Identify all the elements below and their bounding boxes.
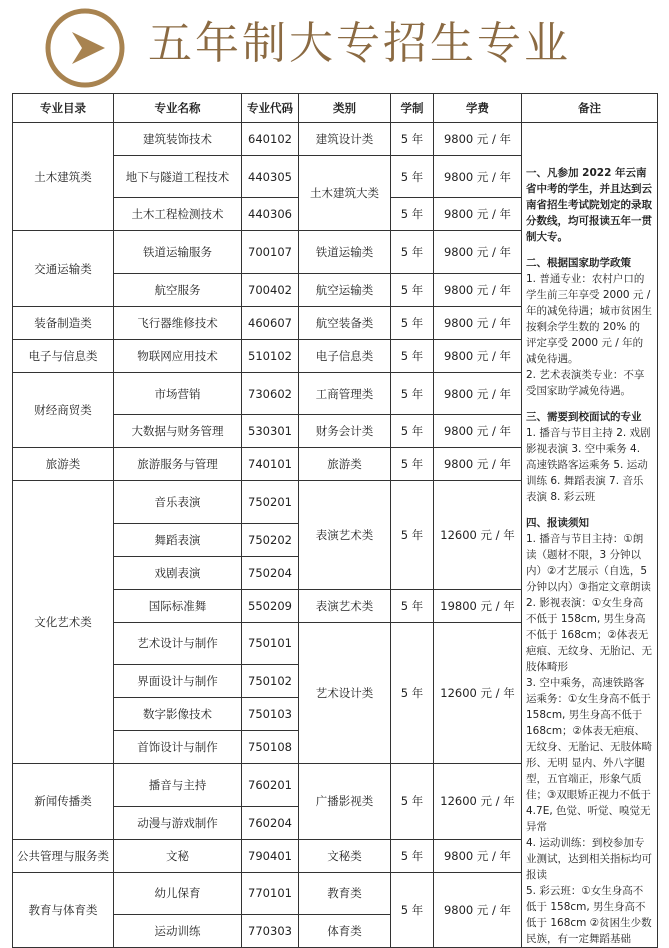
category-cell: 广播影视类 [299, 764, 391, 839]
duration-cell: 5 年 [391, 231, 434, 273]
major-name: 幼儿保育 [114, 872, 242, 914]
fee-cell: 9800 元 / 年 [434, 306, 522, 339]
major-code: 750204 [242, 556, 299, 589]
major-code: 530301 [242, 415, 299, 448]
notes-line: 4. 运动训练：到校参加专业测试，达到相关指标均可报读 [526, 837, 652, 881]
major-code: 750202 [242, 523, 299, 556]
duration-cell: 5 年 [391, 273, 434, 306]
notes-line: 1. 播音与节目主持：①朗读（题材不限，3 分钟以内）②才艺展示（自选，5 分钟以内）③指定文章朗读 [526, 533, 651, 593]
duration-cell: 5 年 [391, 372, 434, 414]
major-name: 大数据与财务管理 [114, 415, 242, 448]
fee-cell: 12600 元 / 年 [434, 764, 522, 839]
notes-line: 5. 彩云班：①女生身高不低于 158cm, 男生身高不低于 168cm ②贫困生少数民族，有一定舞蹈基础 [526, 885, 652, 945]
major-code: 750102 [242, 665, 299, 698]
major-name: 界面设计与制作 [114, 665, 242, 698]
major-code: 510102 [242, 339, 299, 372]
major-code: 770303 [242, 915, 299, 948]
major-code: 460607 [242, 306, 299, 339]
major-code: 700402 [242, 273, 299, 306]
duration-cell: 5 年 [391, 123, 434, 156]
duration-cell: 5 年 [391, 448, 434, 481]
group-cell: 旅游类 [13, 448, 114, 481]
major-name: 物联网应用技术 [114, 339, 242, 372]
fee-cell: 9800 元 / 年 [434, 448, 522, 481]
table-row [13, 123, 658, 156]
major-code: 440305 [242, 156, 299, 198]
notes-line: 2. 影视表演：①女生身高不低于 158cm, 男生身高不低于 168cm；②体表无疤痕、无纹身、无胎记、无肢体畸形 [526, 597, 652, 673]
duration-cell: 5 年 [391, 622, 434, 763]
header-category: 类别 [299, 94, 391, 123]
duration-cell: 5 年 [391, 764, 434, 839]
major-code: 550209 [242, 589, 299, 622]
major-code: 640102 [242, 123, 299, 156]
major-name: 舞蹈表演 [114, 523, 242, 556]
category-cell: 土木建筑大类 [299, 156, 391, 231]
category-cell: 工商管理类 [299, 372, 391, 414]
category-cell: 电子信息类 [299, 339, 391, 372]
major-name: 市场营销 [114, 372, 242, 414]
fee-cell: 9800 元 / 年 [434, 872, 522, 947]
header-major-code: 专业代码 [242, 94, 299, 123]
group-cell: 文化艺术类 [13, 481, 114, 764]
notes-line: 1. 播音与节目主持 2. 戏剧影视表演 3. 空中乘务 4. 高速铁路客运乘务 5. 运动训练 6. 舞蹈表演 7. 音乐表演 8. 彩云班 [526, 427, 651, 503]
notes-cell [522, 123, 658, 948]
fee-cell: 9800 元 / 年 [434, 372, 522, 414]
duration-cell: 5 年 [391, 839, 434, 872]
fee-cell: 19800 元 / 年 [434, 589, 522, 622]
duration-cell: 5 年 [391, 589, 434, 622]
major-name: 艺术设计与制作 [114, 622, 242, 664]
category-cell: 表演艺术类 [299, 589, 391, 622]
header-fee: 学费 [434, 94, 522, 123]
category-cell: 旅游类 [299, 448, 391, 481]
major-name: 首饰设计与制作 [114, 731, 242, 764]
category-cell: 财务会计类 [299, 415, 391, 448]
major-name: 运动训练 [114, 915, 242, 948]
major-code: 750101 [242, 622, 299, 664]
major-name: 建筑装饰技术 [114, 123, 242, 156]
group-cell: 公共管理与服务类 [13, 839, 114, 872]
duration-cell: 5 年 [391, 872, 434, 947]
major-name: 播音与主持 [114, 764, 242, 806]
duration-cell: 5 年 [391, 339, 434, 372]
group-cell: 装备制造类 [13, 306, 114, 339]
notes-line: 2. 艺术表演类专业：不享受国家助学减免待遇。 [526, 369, 645, 397]
notes-line: 1. 普通专业：农村户口的学生前三年享受 2000 元 / 年的减免待遇；城市贫困生按剩余学生数的 20% 的 评定享受 2000 元 / 年的减免待遇。 [526, 273, 652, 365]
category-cell: 航空装备类 [299, 306, 391, 339]
major-name: 国际标准舞 [114, 589, 242, 622]
page-title: 五年制大专招生专业 [148, 18, 571, 69]
duration-cell: 5 年 [391, 481, 434, 589]
notes-section-1: 一、凡参加 2022 年云南省中考的学生，并且达到云 南省招生考试院划定的录取分数线，均可报读五年一贯制大专。 [526, 167, 652, 243]
group-cell: 交通运输类 [13, 231, 114, 306]
major-name: 文秘 [114, 839, 242, 872]
fee-cell: 9800 元 / 年 [434, 415, 522, 448]
duration-cell: 5 年 [391, 198, 434, 231]
major-code: 750108 [242, 731, 299, 764]
group-cell: 财经商贸类 [13, 372, 114, 447]
major-name: 地下与隧道工程技术 [114, 156, 242, 198]
notes-section-4-title: 四、报读须知 [526, 517, 589, 529]
category-cell: 建筑设计类 [299, 123, 391, 156]
fee-cell: 12600 元 / 年 [434, 481, 522, 589]
category-cell: 表演艺术类 [299, 481, 391, 589]
major-code: 760204 [242, 806, 299, 839]
brand-play-logo-icon [45, 8, 125, 88]
group-cell: 土木建筑类 [13, 123, 114, 231]
fee-cell: 9800 元 / 年 [434, 273, 522, 306]
fee-cell: 9800 元 / 年 [434, 839, 522, 872]
major-code: 760201 [242, 764, 299, 806]
group-cell: 教育与体育类 [13, 872, 114, 947]
major-code: 750103 [242, 698, 299, 731]
group-cell: 电子与信息类 [13, 339, 114, 372]
category-cell: 铁道运输类 [299, 231, 391, 273]
header-major-name: 专业名称 [114, 94, 242, 123]
notes-section-2-title: 二、根据国家助学政策 [526, 257, 631, 269]
category-cell: 体育类 [299, 915, 391, 948]
major-code: 700107 [242, 231, 299, 273]
major-code: 790401 [242, 839, 299, 872]
major-name: 航空服务 [114, 273, 242, 306]
fee-cell: 9800 元 / 年 [434, 231, 522, 273]
duration-cell: 5 年 [391, 415, 434, 448]
page-header [0, 0, 669, 92]
major-code: 770101 [242, 872, 299, 914]
major-name: 动漫与游戏制作 [114, 806, 242, 839]
group-cell: 新闻传播类 [13, 764, 114, 839]
major-code: 740101 [242, 448, 299, 481]
fee-cell: 9800 元 / 年 [434, 156, 522, 198]
notes-section-3-title: 三、需要到校面试的专业 [526, 411, 642, 423]
header-duration: 学制 [391, 94, 434, 123]
major-name: 音乐表演 [114, 481, 242, 523]
category-cell: 航空运输类 [299, 273, 391, 306]
major-name: 数字影像技术 [114, 698, 242, 731]
major-name: 铁道运输服务 [114, 231, 242, 273]
fee-cell: 12600 元 / 年 [434, 622, 522, 763]
header-notes: 备注 [522, 94, 658, 123]
major-name: 戏剧表演 [114, 556, 242, 589]
major-name: 飞行器维修技术 [114, 306, 242, 339]
fee-cell: 9800 元 / 年 [434, 123, 522, 156]
fee-cell: 9800 元 / 年 [434, 198, 522, 231]
category-cell: 教育类 [299, 872, 391, 914]
table-header-row [13, 94, 658, 123]
category-cell: 文秘类 [299, 839, 391, 872]
duration-cell: 5 年 [391, 156, 434, 198]
enrollment-table [12, 93, 658, 948]
duration-cell: 5 年 [391, 306, 434, 339]
notes-line: 3. 空中乘务，高速铁路客运乘务：①女生身高不低于 158cm, 男生身高不低于 168cm；②体表无疤痕、无纹身、无胎记、无肢体畸形、无明 显内、外八字腿型，五官端正，形象气质佳；③双眼矫正视力不低于 4.7E, 色觉、听觉、嗅觉无异常 [526, 677, 652, 833]
header-directory: 专业目录 [13, 94, 114, 123]
major-name: 旅游服务与管理 [114, 448, 242, 481]
category-cell: 艺术设计类 [299, 622, 391, 763]
major-name: 土木工程检测技术 [114, 198, 242, 231]
fee-cell: 9800 元 / 年 [434, 339, 522, 372]
major-code: 440306 [242, 198, 299, 231]
major-code: 750201 [242, 481, 299, 523]
major-code: 730602 [242, 372, 299, 414]
